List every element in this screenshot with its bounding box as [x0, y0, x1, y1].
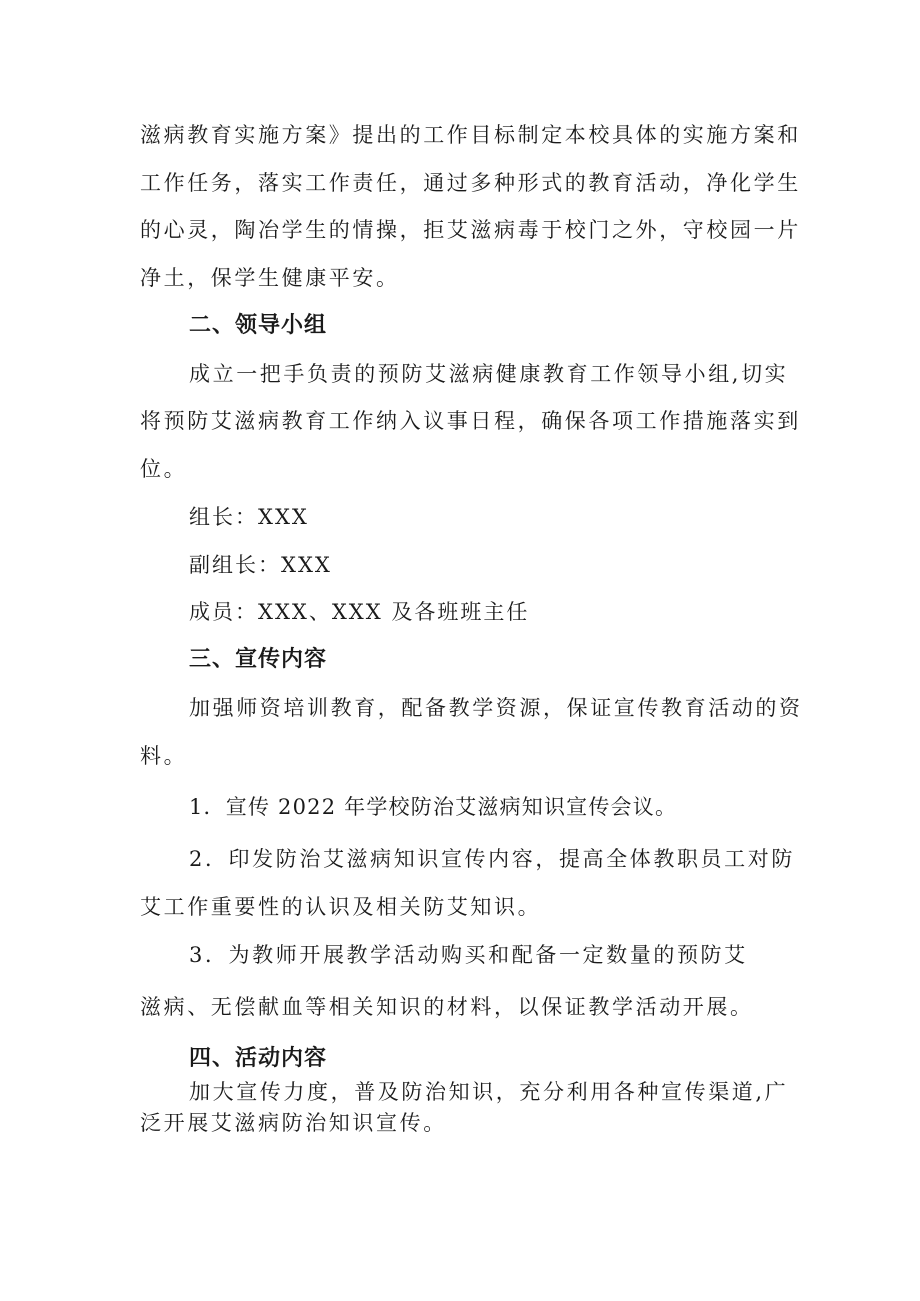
- intro-line: 净土，保学生健康平安。: [140, 266, 400, 290]
- section4-paragraph-line: 泛开展艾滋病防治知识宣传。: [140, 1111, 447, 1135]
- section4-paragraph-line: 加大宣传力度，普及防治知识，充分利用各种宣传渠道,广: [189, 1080, 789, 1104]
- section-heading-activities: 四、活动内容: [189, 1046, 328, 1071]
- section-heading-leadership: 二、领导小组: [189, 313, 328, 338]
- section2-paragraph-line: 位。: [140, 457, 188, 481]
- list-item-1: 1．宣传 2022 年学校防治艾滋病知识宣传会议。: [189, 795, 678, 819]
- list-item-2: 2．印发防治艾滋病知识宣传内容，提高全体教职员工对防: [189, 847, 795, 871]
- list-item-3-continued: 滋病、无偿献血等相关知识的材料，以保证教学活动开展。: [140, 995, 754, 1019]
- list-item-2-continued: 艾工作重要性的认识及相关防艾知识。: [140, 895, 542, 919]
- members-line: 成员：XXX、XXX 及各班班主任: [189, 600, 530, 624]
- section3-paragraph-line: 料。: [140, 744, 188, 768]
- section2-paragraph-line: 成立一把手负责的预防艾滋病健康教育工作领导小组,切实: [189, 362, 789, 386]
- leader-line: 组长：XXX: [189, 505, 309, 529]
- list-item-3: 3．为教师开展教学活动购买和配备一定数量的预防艾: [189, 943, 748, 967]
- section2-paragraph-line: 将预防艾滋病教育工作纳入议事日程，确保各项工作措施落实到: [140, 409, 801, 433]
- intro-line: 滋病教育实施方案》提出的工作目标制定本校具体的实施方案和: [140, 123, 801, 147]
- section3-paragraph-line: 加强师资培训教育，配备教学资源，保证宣传教育活动的资: [189, 696, 803, 720]
- intro-line: 工作任务，落实工作责任，通过多种形式的教育活动，净化学生: [140, 171, 801, 195]
- section-heading-publicity: 三、宣传内容: [189, 647, 328, 672]
- deputy-leader-line: 副组长：XXX: [189, 553, 332, 577]
- intro-line: 的心灵，陶冶学生的情操，拒艾滋病毒于校门之外，守校园一片: [140, 218, 801, 242]
